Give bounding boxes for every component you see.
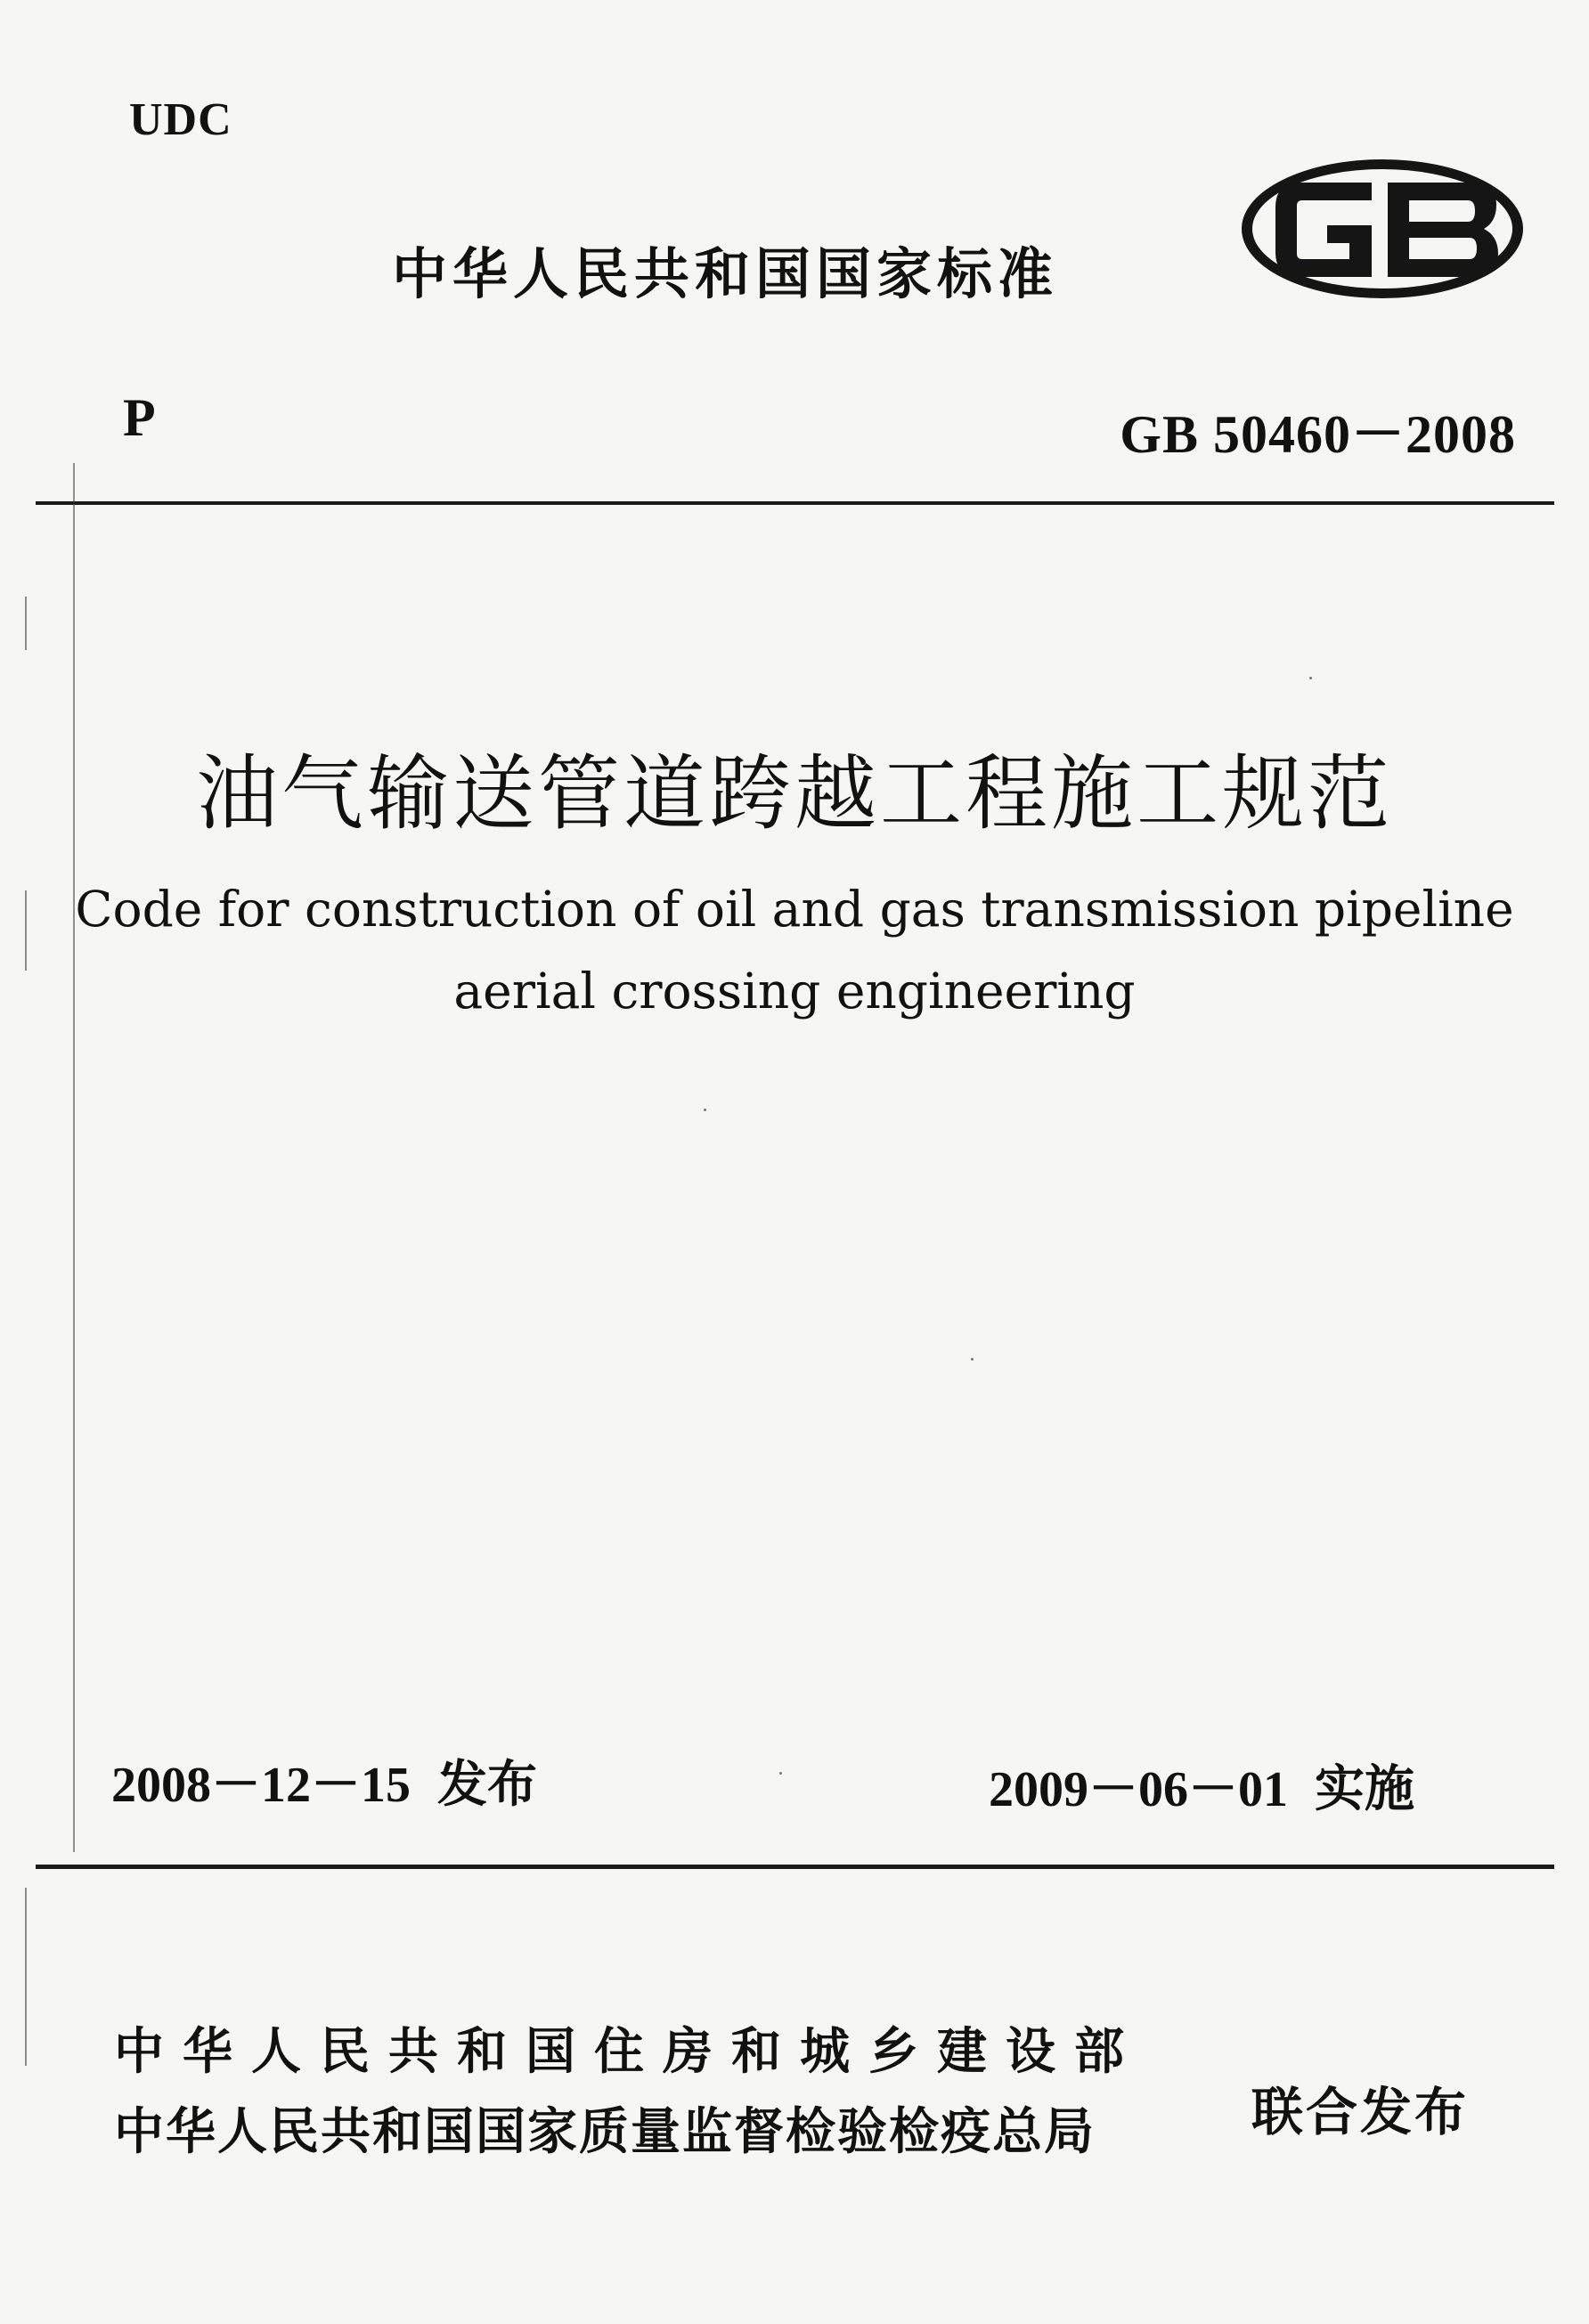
title-english-line-2: aerial crossing engineering	[453, 963, 1136, 1020]
title-english	[0, 868, 1589, 1032]
footer-divider	[36, 1865, 1554, 1869]
title-chinese: 油气输送管道跨越工程施工规范	[195, 746, 1393, 841]
publisher-2: 中华人民共和国国家质量监督检验检疫总局	[114, 2103, 1096, 2161]
margin-line	[73, 463, 75, 1852]
publisher-1: 中华人民共和国住房和城乡建设部	[114, 2023, 1143, 2081]
implementation-label: 实施	[1315, 1760, 1414, 1818]
scan-speck	[1309, 677, 1312, 679]
udc-label: UDC	[129, 94, 232, 145]
publishers	[114, 2012, 1143, 2173]
implementation-date: 2009－06－01	[989, 1762, 1288, 1817]
scan-speck	[971, 1358, 974, 1361]
scan-speck	[704, 1109, 706, 1111]
scan-mark	[25, 1888, 27, 2066]
implementation-date-block	[989, 1750, 1414, 1821]
scan-speck	[779, 1772, 782, 1775]
issue-label: 发布	[437, 1756, 537, 1814]
classification-code: P	[123, 388, 156, 447]
issue-date-block	[111, 1745, 537, 1816]
header-divider	[36, 501, 1554, 505]
scan-mark	[25, 890, 27, 971]
gb-logo	[1238, 156, 1528, 303]
issue-date: 2008－12－15	[111, 1758, 411, 1813]
title-english-line-1: Code for construction of oil and gas transmission pipeline	[75, 881, 1514, 938]
scan-mark	[25, 597, 27, 650]
national-standard-heading: 中华人民共和国国家标准	[392, 241, 1059, 306]
standard-number: GB 50460－2008	[1120, 405, 1516, 464]
joint-publication-label: 联合发布	[1251, 2082, 1470, 2142]
